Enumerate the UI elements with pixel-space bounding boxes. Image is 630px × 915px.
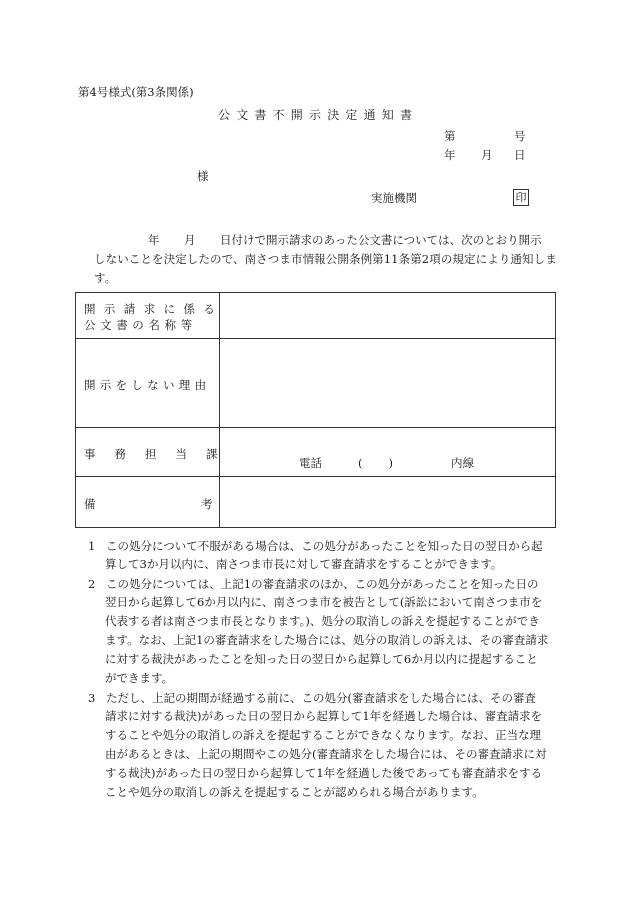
phone-label: 電話 — [299, 456, 322, 470]
note-3-line-5: する裁決)があった日の翌日から起算して1年を経過した後であっても審査請求をする — [105, 766, 543, 780]
decision-info-table — [75, 292, 556, 528]
row-label-remarks-char1: 備 — [84, 497, 96, 511]
note-text: この処分については、上記1の審査請求のほか、この処分があったことを知った日の — [106, 577, 539, 591]
addressee-honorific: 様 — [197, 169, 209, 183]
note-number: 1 — [88, 539, 96, 553]
intro-request-month-label: 月 — [184, 233, 196, 247]
seal-mark: 印 — [513, 189, 529, 206]
label-cell — [76, 428, 237, 476]
table-row-remarks — [76, 477, 555, 527]
table-row-department — [76, 428, 555, 477]
note-number: 3 — [88, 691, 96, 705]
intro-text-line-2: しないことを決定したので、南さつま市情報公開条例第11条第2項の規定により通知しま — [94, 252, 557, 266]
note-2-line-1 — [88, 575, 538, 594]
note-2-line-3: 代表する者は南さつま市長となります。)、処分の取消しの訴えを提起することができ — [105, 614, 540, 628]
row-label-reason: 開示をしない理由 — [84, 378, 211, 392]
form-number: 第4号様式(第3条関係) — [78, 85, 194, 99]
note-number: 2 — [88, 577, 96, 591]
note-text: この処分について不服がある場合は、この処分があったことを知った日の翌日から起 — [106, 539, 543, 553]
label-cell — [76, 293, 224, 338]
note-3-line-2: 請求に対する裁決)があった日の翌日から起算して1年を経過した場合は、審査請求を — [105, 709, 543, 723]
extension-label: 内線 — [451, 456, 474, 470]
row-label-remarks-char2: 考 — [201, 497, 213, 511]
issue-date-year-label: 年 — [444, 148, 456, 162]
note-1-line-2: 算して3か月以内に、南さつま市長に対して審査請求をすることができます。 — [105, 557, 503, 571]
document-number-prefix: 第 — [444, 129, 456, 143]
note-1-line-1 — [88, 537, 543, 556]
note-2-line-6: ができます。 — [105, 671, 174, 685]
note-3-line-6: ことや処分の取消しの訴えを提起することが認められる場合があります。 — [105, 785, 484, 799]
note-3-line-3: することや処分の取消しの訴えを提起することができなくなります。なお、正当な理 — [105, 728, 542, 742]
intro-request-year-label: 年 — [148, 233, 160, 247]
row-label-document-name-line1: 開示請求に係る — [84, 302, 224, 316]
phone-area-code-parens: ( ) — [358, 456, 394, 470]
document-title: 公文書不開示決定通知書 — [218, 108, 419, 122]
note-2-line-2: 翌日から起算して6か月以内に、南さつま市を被告として(訴訟において南さつま市を — [105, 595, 543, 609]
note-text: ただし、上記の期間が経過する前に、この処分(審査請求をした場合には、その審査 — [106, 691, 536, 705]
intro-text-line-1: 日付けで開示請求のあった公文書については、次のとおり開示 — [220, 233, 542, 247]
note-2-line-5: に対する裁決があったことを知った日の翌日から起算して6か月以内に提起すること — [105, 652, 538, 666]
row-label-department: 事務担当課 — [84, 447, 237, 461]
row-label-document-name-line2: 公文書の名称等 — [84, 318, 197, 332]
label-cell — [76, 339, 220, 427]
document-number-suffix: 号 — [514, 129, 526, 143]
table-row-document-name — [76, 293, 555, 339]
note-3-line-4: 由があるときは、上記の期間やこの処分(審査請求をした場合には、その審査請求に対 — [105, 747, 547, 761]
table-row-reason — [76, 339, 555, 428]
intro-text-line-3: す。 — [94, 271, 117, 285]
issuer-label: 実施機関 — [371, 191, 417, 205]
issue-date-month-label: 月 — [481, 148, 493, 162]
note-2-line-4: ます。なお、上記1の審査請求をした場合には、処分の取消しの訴えは、その審査請求 — [105, 633, 549, 647]
issue-date-day-label: 日 — [514, 148, 526, 162]
label-cell — [76, 477, 220, 527]
note-3-line-1 — [88, 689, 536, 708]
